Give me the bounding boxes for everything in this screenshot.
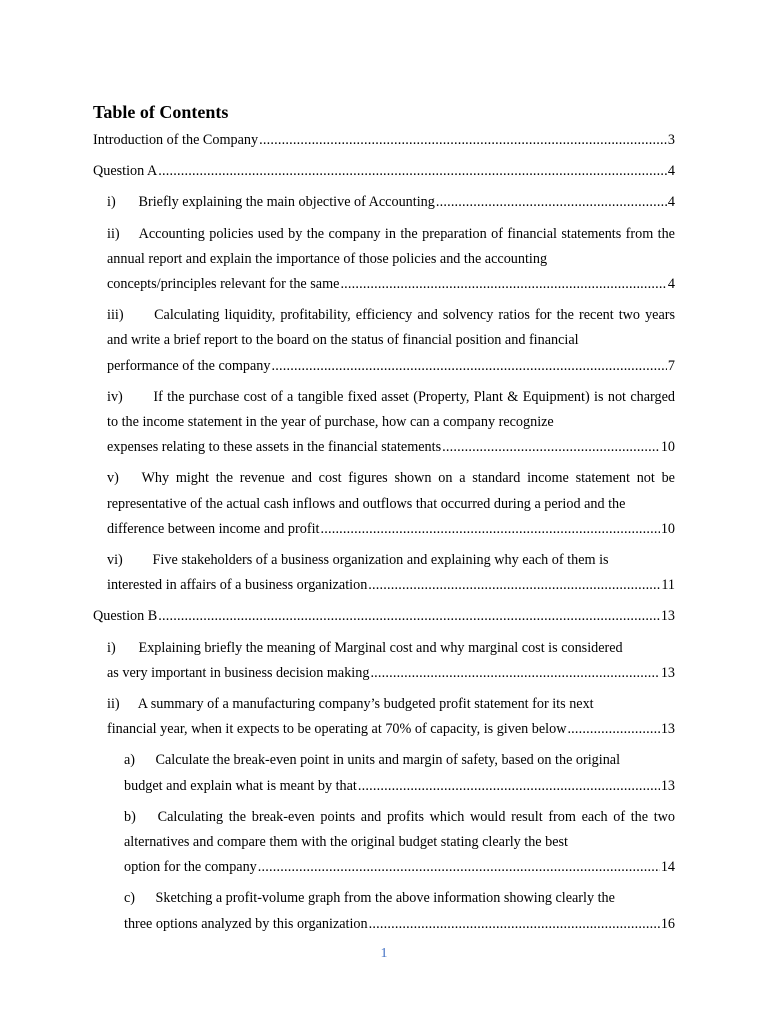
toc-entry-text: Sketching a profit-volume graph from the above information showing clearly the: [155, 890, 615, 907]
toc-page-number: 11: [661, 577, 675, 594]
toc-entry-text: Calculating the break-even points and profits which would result from each of the two alternatives and compare them with the original budget stating clearly the best: [124, 808, 675, 851]
toc-page-number: 10: [660, 520, 675, 537]
dot-leader: [340, 272, 666, 297]
toc-entry-a-i[interactable]: [107, 190, 675, 215]
dot-leader: [369, 912, 660, 937]
toc-entry-text-end: three options analyzed by this organization: [124, 915, 368, 932]
toc-entry-a-v[interactable]: [107, 466, 675, 542]
toc-entry-text: Briefly explaining the main objective of Accounting: [138, 194, 435, 211]
dot-leader: [358, 774, 660, 799]
toc-entry-text: Calculate the break-even point in units and margin of safety, based on the original: [155, 752, 621, 769]
toc-entry-text: Why might the revenue and cost figures shown on a standard income statement not be representative of the actual cash inflows and outflows that occurred during a period and the: [107, 470, 675, 512]
toc-entry-text: Question A: [93, 163, 158, 180]
toc-entry-question-b[interactable]: [93, 604, 675, 629]
toc-entry-b-ii[interactable]: [107, 692, 675, 742]
dot-leader: [567, 717, 659, 742]
toc-entry-text-end: budget and explain what is meant by that: [124, 777, 357, 794]
toc-entry-text-end: financial year, when it expects to be operating at 70% of capacity, is given below: [107, 721, 567, 738]
toc-entry-text-end: concepts/principles relevant for the same: [107, 276, 340, 293]
toc-entry-number: iii): [107, 307, 124, 324]
dot-leader: [271, 354, 666, 379]
toc-entry-b-i[interactable]: [107, 636, 675, 686]
toc-entry-a-ii[interactable]: [107, 222, 675, 298]
toc-entry-number: iv): [107, 388, 123, 405]
toc-entry-a-vi[interactable]: [107, 548, 675, 598]
toc-entry-text-end: expenses relating to these assets in the financial statements: [107, 439, 442, 456]
toc-entry-text: Question B: [93, 608, 158, 625]
toc-entry-text-end: interested in affairs of a business organization: [107, 577, 368, 594]
page-footer-number: 1: [380, 946, 388, 961]
toc-entry-text: A summary of a manufacturing company’s budgeted profit statement for its next: [137, 696, 594, 713]
toc-page-number: 3: [667, 132, 675, 148]
dot-leader: [442, 435, 660, 460]
dot-leader: [158, 159, 667, 184]
toc-page-number: 16: [660, 915, 675, 932]
dot-leader: [158, 604, 660, 629]
toc-entry-text: Five stakeholders of a business organization and explaining why each of them is: [152, 552, 609, 569]
toc-page-number: 13: [660, 777, 675, 794]
toc-entry-number: vi): [107, 552, 123, 569]
toc-page-number: 4: [667, 163, 675, 180]
toc-entry-question-a[interactable]: [93, 159, 675, 184]
toc-heading: Table of Contents: [93, 102, 229, 122]
toc-entry-number: ii): [107, 696, 120, 713]
toc-page-number: 13: [660, 664, 675, 681]
toc-entry-number: i): [107, 194, 116, 211]
toc-entry-number: c): [124, 890, 136, 907]
toc-entry-text-end: option for the company: [124, 859, 257, 876]
toc-entry-number: i): [107, 639, 116, 656]
toc-entry-text: Accounting policies used by the company in the preparation of financial statements from the annual report and explain the importance of those policies and the accounting: [107, 225, 675, 267]
dot-leader: [258, 855, 660, 880]
toc-entry-a-iii[interactable]: [107, 303, 675, 379]
toc-entry-text: Explaining briefly the meaning of Marginal cost and why marginal cost is considered: [138, 639, 623, 656]
document-page: [93, 100, 675, 943]
toc-entry-text: If the purchase cost of a tangible fixed asset (Property, Plant & Equipment) is not charged to the income statement in the year of purchase, how can a company recognize: [107, 388, 676, 431]
toc-entry-b-ii-b[interactable]: [124, 805, 675, 881]
toc-page-number: 4: [667, 194, 675, 211]
toc-entry-number: v): [107, 470, 119, 487]
toc-entry-number: ii): [107, 225, 120, 242]
toc-entry-number: b): [124, 808, 136, 825]
dot-leader: [368, 573, 660, 598]
toc-entry-number: a): [124, 752, 136, 769]
toc-page-number: 4: [667, 276, 675, 293]
toc-entry-a-iv[interactable]: [107, 385, 675, 461]
toc-entry-b-ii-c[interactable]: [124, 886, 675, 936]
toc-entry-text-end: performance of the company: [107, 357, 271, 374]
toc-entry-b-ii-a[interactable]: [124, 748, 675, 798]
toc-page-number: 14: [660, 859, 675, 876]
toc-entry-introduction[interactable]: [93, 128, 675, 153]
dot-leader: [259, 128, 667, 153]
toc-page-number: 10: [660, 439, 675, 456]
toc-page-number: 13: [660, 608, 675, 625]
toc-entry-text: Introduction of the Company: [93, 132, 259, 148]
toc-page-number: 7: [667, 357, 675, 374]
toc-entry-text: Calculating liquidity, profitability, efficiency and solvency ratios for the recent two years and write a brief report to the board on the status of financial position and financial: [107, 307, 676, 349]
toc-page-number: 13: [660, 721, 675, 738]
toc-entry-text-end: as very important in business decision making: [107, 664, 370, 681]
dot-leader: [436, 190, 667, 215]
dot-leader: [370, 661, 659, 686]
toc-entry-text-end: difference between income and profit: [107, 520, 320, 537]
dot-leader: [320, 517, 659, 542]
